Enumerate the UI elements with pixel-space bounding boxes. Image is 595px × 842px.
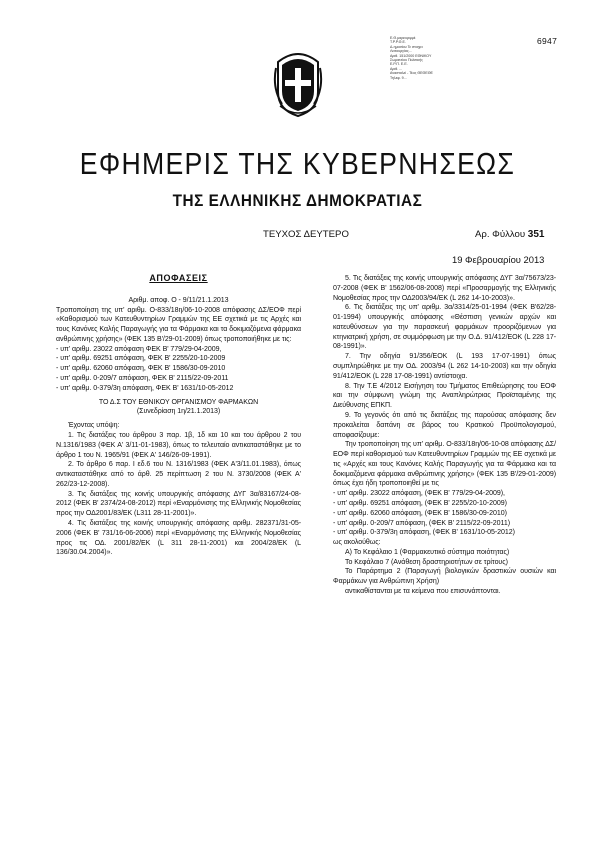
note-line: Ε.Θ.μαρευριμμέ <box>390 36 416 40</box>
decision-intro: Τροποποίηση της υπ' αριθμ. Ο-833/18η/06-10-2008 απόφασης ΔΣ/ΕΟΦ περί «Καθορισμού των Κατευθυντηρίων Γραμμών της ΕΕ σχετικά με τις Αρχές και τους Κανόνες Καλής Παραγωγής για τα Φάρμακα και τα δοκιμαζόμενα φάρμακα ανθρώπινης χρήσης» (ΦΕΚ 135 Β'/29-01-2009) όπως τροποποιήθηκε με τις: <box>56 306 301 343</box>
coat-of-arms-emblem <box>272 48 324 120</box>
mod-line: - υπ' αριθμ. 62060 απόφαση, (ΦΕΚ Β' 1586/30-09-2010) <box>333 509 507 517</box>
amendment-chapter7: Το Κεφάλαιο 7 (Ανάθεση δραστηριοτήτων σε τρίτους) <box>345 558 508 566</box>
consideration-item: 5. Τις διατάξεις της κοινής υπουργικής απόφασης ΔΥΓ 3α/75673/23-07-2008 (ΦΕΚ Β' 1562/06-08-2008) περί «Προσαρμογής της Ελληνικής Νομοθεσίας προς την ΟΔ2003/94/ΕΚ (L 262 14-10-2003)». <box>333 275 556 302</box>
decision-number: Αριθμ. αποφ. Ο - 9/11/21.1.2013 <box>128 296 229 304</box>
issue-label: ΤΕΥΧΟΣ ΔΕΥΤΕΡΟ <box>263 229 349 240</box>
left-column <box>56 274 301 558</box>
issue-date: 19 Φεβρουαρίου 2013 <box>452 254 545 265</box>
right-column <box>333 274 556 597</box>
consideration-item: 7. Την οδηγία 91/356/ΕΟΚ (L 193 17-07-1991) όπως συμπληρώθηκε με την ΟΔ. 2003/94 (L 262 14-10-2003) και την οδηγία 91/412/ΕΟΚ (L 228 17-08-1991) αντίστοιχα. <box>333 353 556 380</box>
consideration-item: 6. Τις διατάξεις της υπ' αριθμ. 3α/3314/25-01-1994 (ΦΕΚ Β'62/28-01-1994) υπουργικής απόφασης «Θέσπιση γενικών αρχών και κατευθύνσεων για την παρασκευή φαρμάκων προοριζόμενων για κτηνιατρική χρήση, σε συμμόρφωση με την Ο.Δ. 91/412/ΕΟΚ (L 228 17-08-1991)». <box>333 304 556 351</box>
consideration-item: 3. Τις διατάξεις της κοινής υπουργικής απόφασης ΔΥΓ 3α/83167/24-08-2012 (ΦΕΚ Β' 2374/24-08-2012) περί «Εναρμόνισης της Ελληνικής Νομοθεσίας προς την ΟΔ2001/83/ΕΚ (L311 28-11-2001)». <box>56 490 301 518</box>
amendment-replace: αντικαθίστανται με τα κείμενα που επισυνάπτονται. <box>345 588 501 595</box>
section-heading: ΑΠΟΦΑΣΕΙΣ <box>149 273 208 283</box>
mod-line: - υπ' αριθμ. 62060 απόφαση, ΦΕΚ Β' 1586/30-09-2010 <box>56 365 226 373</box>
note-line: Τηλεφ. 9... <box>390 75 407 80</box>
note-line: Τ.Ρ.Ρ.Θ.Ε. <box>390 40 406 45</box>
note-line: Ανασταλεί - Τέος ΘΕΘΕΘΕ <box>390 71 433 76</box>
follows-text: ως ακολούθως: <box>333 539 381 547</box>
consideration-item: 1. Τις διατάξεις του άρθρου 3 παρ. 1β, 1δ και 10 και του άρθρου 2 του Ν.1316/1983 (ΦΕΚ Α' 3/11-01-1983), όπως το τελευταίο αντικαταστάθηκε με το άρθρο 1 του Ν. 1965/91 (ΦΕΚ Α' 146/26-09-1991). <box>56 431 301 459</box>
gazette-subtitle: ΤΗΣ ΕΛΛΗΝΙΚΗΣ ΔΗΜΟΚΡΑΤΙΑΣ <box>172 191 423 210</box>
consideration-item: 8. Την Τ.Ε 4/2012 Εισήγηση του Τμήματος Επιθεώρησης του ΕΟΦ και την σύμφωνη γνώμη της Αναπληρώτριας Προϊσταμένης της Διεύθυνσης ΕΠΚΠ. <box>333 382 556 410</box>
consideration-item: 4. Τις διατάξεις της κοινής υπουργικής απόφασης αριθμ. 282371/31-05-2006 (ΦΕΚ Β' 731/16-06-2006) περί «Εναρμόνισης της Ελληνικής Νομοθεσίας προς τις ΟΔ. 2001/82/ΕΚ (L 311 28-11-2001) και 2004/28/ΕΚ (L 136/30.04.2004)». <box>56 519 301 557</box>
note-line: Αριθ. ... <box>390 66 403 71</box>
page-number: 6947 <box>537 36 558 46</box>
mod-line: - υπ' αριθμ. 0-379/3η απόφαση, (ΦΕΚ Β' 1631/10-05-2012) <box>333 529 515 537</box>
mod-line: - υπ' αριθμ. 23022 απόφαση ΦΕΚ Β' 779/29-04-2009, <box>56 345 222 353</box>
sheet-number: 351 <box>527 229 545 240</box>
consideration-item: 2. Το άρθρο 6 παρ. Ι εδ.6 του Ν. 1316/1983 (ΦΕΚ Α'3/11.01.1983), όπως αντικαταστάθηκε από το άρθ. 25 περίπτωση 2 του Ν. 3730/2008 (ΦΕΚ Α' 262/23-12-2008). <box>56 461 301 488</box>
decision-text: Την τροποποίηση της υπ' αριθμ. Ο-833/18η/06-10-08 απόφασης ΔΣ/ΕΟΦ περί καθορισμού των Κατευθυντηρίων Γραμμών της ΕΕ σχετικά με τις «Αρχές και τους Κανόνες Καλής Παραγωγής για τα Φάρμακα και τα δοκιμαζόμενα φάρμακα ανθρώπινης χρήσης» (ΦΕΚ 135 Β'/29-01-2009) όπως έχει ήδη τροποποιηθεί με τις <box>333 441 556 488</box>
mod-line: - υπ' αριθμ. 0-209/7 απόφαση, (ΦΕΚ Β' 2115/22-09-2011) <box>333 519 511 527</box>
note-line: Λειτουργίας... <box>390 49 412 54</box>
mod-line: - υπ' αριθμ. 23022 απόφαση, (ΦΕΚ Β' 779/29-04-2009), <box>333 490 505 498</box>
note-line: Σωματείου Πολιτικής <box>390 58 423 63</box>
amendment-a: Α) Το Κεφάλαιο 1 (Φαρμακευτικό σύστημα ποιότητας) <box>345 548 510 556</box>
mod-line: - υπ' αριθμ. 69251 απόφαση, (ΦΕΚ Β' 2255/20-10-2009) <box>333 499 507 507</box>
session-note: (Συνεδρίαση 1η/21.1.2013) <box>136 408 221 416</box>
amendment-annex2: Το Παράρτημα 2 (Παραγωγή βιολογικών δραστικών ουσιών και Φαρμάκων για Ανθρώπινη Χρήση) <box>333 568 556 586</box>
sheet-label: Αρ. Φύλλου <box>475 229 526 240</box>
sheet-number-line <box>475 229 544 240</box>
having-regard: Έχοντας υπόψη: <box>68 422 120 430</box>
gazette-title: ΕΦΗΜΕΡΙΣ ΤΗΣ ΚΥΒΕΡΝΗΣΕΩΣ <box>79 146 516 181</box>
note-line: Αριθ. 151/2000 ΕΘΝΙΚΟΥ <box>390 53 432 58</box>
printing-office-note <box>390 36 480 80</box>
mod-line: - υπ' αριθμ. 0-379/3η απόφαση, ΦΕΚ Β' 1631/10-05-2012 <box>56 384 234 392</box>
note-line: Ε.Ρ.Π. Ε.Ε. <box>390 62 408 67</box>
mod-line: - υπ' αριθμ. 69251 απόφαση, ΦΕΚ Β' 2255/20-10-2009 <box>56 355 226 363</box>
consideration-item: 9. Το γεγονός ότι από τις διατάξεις της παρούσας απόφασης δεν προκαλείται δαπάνη σε βάρος του Κρατικού Προϋπολογισμού, αποφασίζουμε: <box>333 411 556 439</box>
board-title: ΤΟ Δ.Σ ΤΟΥ ΕΘΝΙΚΟΥ ΟΡΓΑΝΙΣΜΟΥ ΦΑΡΜΑΚΩΝ <box>98 398 259 406</box>
mod-line: - υπ' αριθμ. 0-209/7 απόφαση, ΦΕΚ Β' 2115/22-09-2011 <box>56 375 229 383</box>
note-line: Δ-ημοσίου Τε στοιχει <box>390 44 423 49</box>
